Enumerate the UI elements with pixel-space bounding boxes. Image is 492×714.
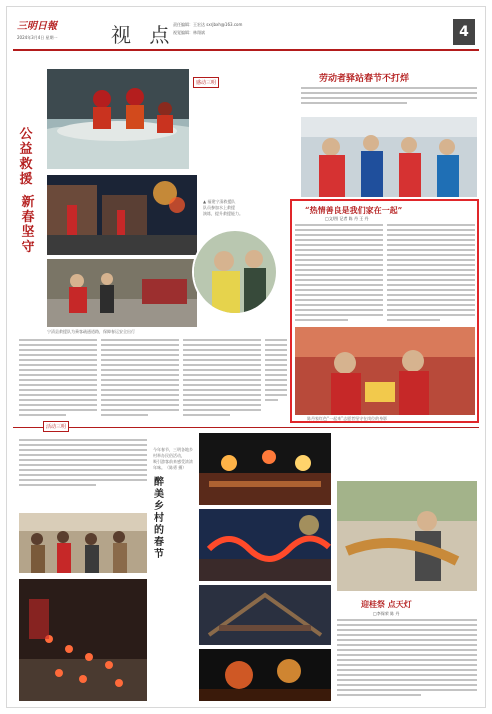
photo-fire-lanterns xyxy=(199,649,331,701)
section-tag-bottom: 活动三明 xyxy=(43,421,69,432)
photo-village-crowd xyxy=(19,513,147,573)
top-right-headline: 劳动者驿站春节不打烊 xyxy=(319,74,410,84)
top-right-lead xyxy=(301,87,477,115)
photo-traffic-police xyxy=(47,259,197,327)
paper-name: 三明日報 xyxy=(17,21,57,32)
page-number: 4 xyxy=(453,19,475,45)
featured-text-col-2 xyxy=(387,224,475,324)
photo-volunteers xyxy=(301,117,477,197)
photo-featured-volunteers xyxy=(295,327,475,415)
body-text-col-2 xyxy=(101,339,179,421)
section-tag-left: 感动三明 xyxy=(193,77,219,88)
caption-bottom-left: 今年春节，三明各地乡村举办民俗活动， 吸引游客前来感受浓浓年味。（陈勇 摄） xyxy=(153,447,193,470)
body-text-col-4 xyxy=(265,339,287,421)
headline-col-1: 公益救援 xyxy=(19,127,33,187)
section-divider xyxy=(13,427,479,428)
featured-text-col-1 xyxy=(295,224,383,324)
bottom-right-byline: □李保荣 陈 丹 xyxy=(373,611,400,616)
editor-line-2: 视觉编辑：林翔斌 xyxy=(173,30,205,35)
photo-night-market xyxy=(199,433,331,505)
editor-line-1: 责任编辑：王宏达 sxrjbxh@163.com xyxy=(173,22,243,27)
featured-caption: 陈丹家红色“一起来”志愿者坚守在岗位的身影 xyxy=(307,416,388,421)
caption-left-bottom: 宁清县救援队为乘客疏通道路，保障春运安全出行 xyxy=(47,329,135,334)
photo-wooden-frame xyxy=(199,585,331,645)
photo-circle-inset xyxy=(192,229,278,315)
featured-headline: “热情善良是我们家在一起” xyxy=(305,205,403,215)
featured-byline: □文/图 记者 陈 丹 王 丹 xyxy=(325,216,369,221)
photo-street-night xyxy=(47,175,197,255)
photo-dragon-dance xyxy=(199,509,331,581)
masthead xyxy=(13,13,479,51)
headline-col-2: 新春坚守 xyxy=(21,195,35,255)
caption-left-right: ▲ 福建宁清救援队 队员参加水上救援 演练，提升救援能力。 xyxy=(203,199,243,216)
bottom-vertical-headline: 醉美乡村的春节 xyxy=(154,477,164,560)
body-text-col-1 xyxy=(19,339,97,421)
paper-date: 2024年3月4日 星期一 xyxy=(17,35,58,40)
section-title: 视 点 xyxy=(111,23,176,47)
photo-elderly-craftsman xyxy=(337,481,477,591)
body-text-col-3 xyxy=(183,339,261,421)
photo-lantern-procession xyxy=(19,579,147,701)
bottom-right-text xyxy=(337,619,477,703)
newspaper-page xyxy=(6,6,486,708)
bottom-left-text xyxy=(19,439,147,497)
bottom-right-headline: 迎桂祭 点天灯 xyxy=(361,599,412,609)
photo-water-rescue xyxy=(47,69,189,169)
